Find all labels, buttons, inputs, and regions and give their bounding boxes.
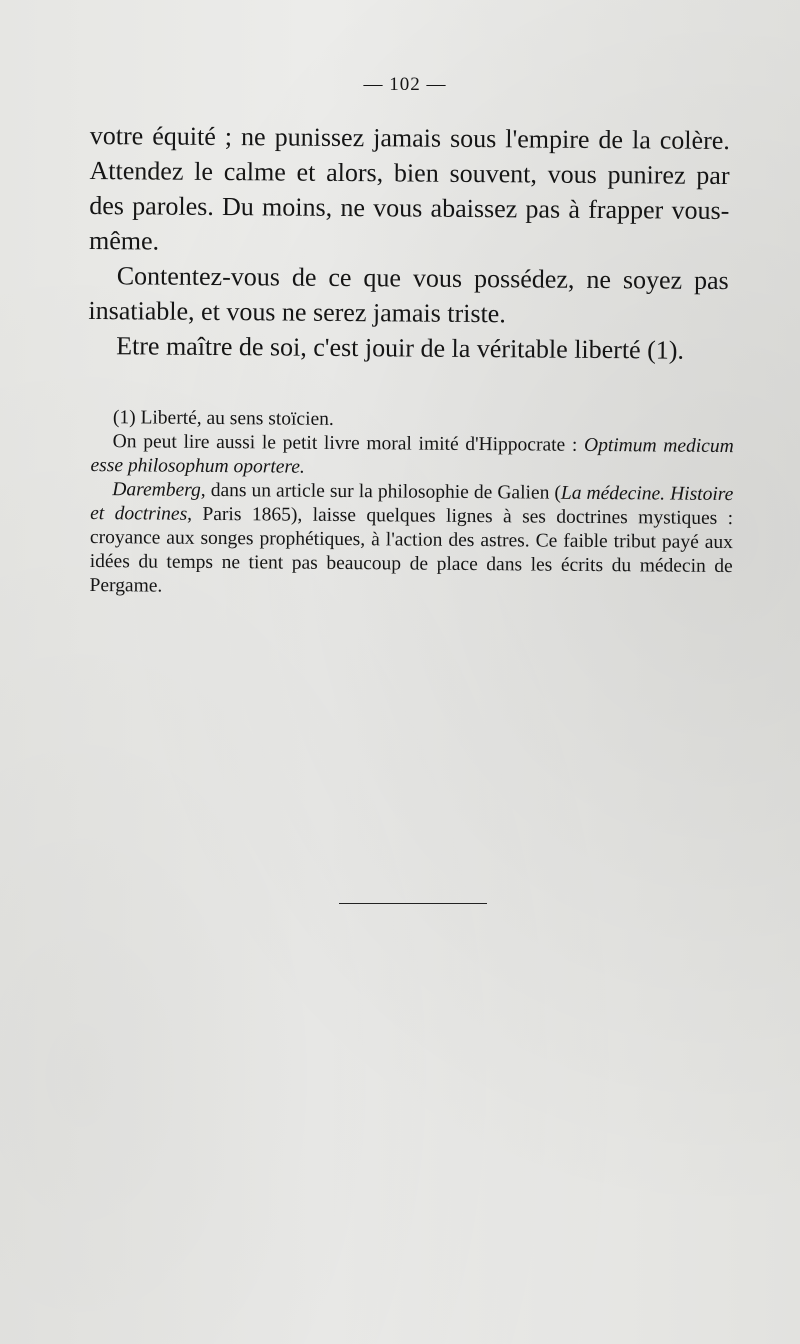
page-number: — 102 — xyxy=(363,74,447,95)
footnote-2 xyxy=(90,430,733,483)
footnote-2-text: On peut lire aussi le petit livre moral imité d'Hippocrate : xyxy=(112,431,578,456)
footnote-3 xyxy=(89,478,733,603)
footnote-2-title: Optimum medicum esse philosophum oportere. xyxy=(90,434,734,478)
footnote-1: (1) Liberté, au sens stoïcien. xyxy=(112,407,334,430)
body-paragraph-3: Etre maître de soi, c'est jouir de la véritable liberté (1). xyxy=(116,331,685,365)
footnote-3-work: La médecine. Histoire et doctrines xyxy=(90,482,734,525)
body-paragraph-1: votre équité ; ne punissez jamais sous l'empire de la colère. Attendez le calme et alors, bien souvent, vous punirez par des paroles. Du moins, ne vous abaissez pas à frapper vous-même. xyxy=(88,120,730,256)
footnote-3-text-b: , Paris 1865), laisse quelques lignes à ses doctrines mystiques : croyance aux songes prophétiques, à l'action des astres. Ce faible tribut payé aux idées du temps ne tient pas beaucoup de place dans les écrits du médecin de Pergame. xyxy=(89,503,734,597)
end-rule xyxy=(339,903,487,904)
footnote-3-author: Daremberg xyxy=(112,479,201,501)
footnotes xyxy=(89,406,733,603)
body-paragraph-2: Contentez-vous de ce que vous possédez, ne soyez pas insatiable, et vous ne serez jamais triste. xyxy=(88,261,729,329)
body-text xyxy=(88,118,730,368)
footnote-3-text-a: , dans un article sur la philosophie de Galien ( xyxy=(200,479,562,504)
